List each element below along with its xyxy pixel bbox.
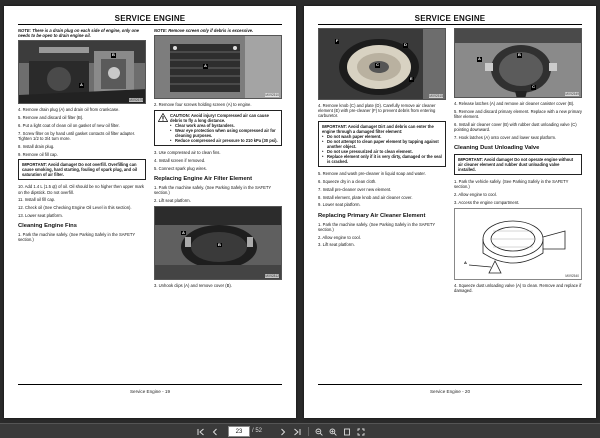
important-item: • Replace element only if it is very dirty, damaged or the seal is cracked. xyxy=(322,154,442,164)
left-column-1 xyxy=(18,28,146,245)
page-footer: Service Engine - 19 xyxy=(129,389,171,394)
diagram-dust-valve xyxy=(454,208,582,280)
section-heading: Cleaning Dust Unloading Valve xyxy=(454,145,540,151)
footer-rule xyxy=(18,384,282,385)
step: 2. Allow engine to cool. xyxy=(454,192,497,197)
first-page-icon xyxy=(197,428,205,436)
step: 10. Add 1.4 L (1.5 qt) of oil. Oil should be no higher then upper mark on the dipstick. Do not overfill. xyxy=(18,184,145,195)
photo-oil-drain xyxy=(18,40,146,104)
page-title: SERVICE ENGINE xyxy=(414,14,486,23)
callout-a: A xyxy=(80,82,83,88)
zoom-in-button[interactable] xyxy=(328,426,338,437)
step: 1. Park the vehicle safely. (See Parking Safely in the SAFETY section.) xyxy=(454,179,569,190)
last-page-button[interactable] xyxy=(292,426,302,437)
important-text: IMPORTANT: Avoid damage! Do not overfill. Overfilling can cause smoking, hard starting, fouling of spark plug, and oil saturation of air filter. xyxy=(22,162,138,178)
caution-item: • Clear work area of bystanders. xyxy=(170,123,278,128)
photo-code: MX92540 xyxy=(565,273,579,278)
callout-a: A xyxy=(464,259,467,265)
step: 7. Screw filter on by hand until gasket contacts oil filter adapter. Tighten 1/2 to 3/4 turn more. xyxy=(18,130,136,141)
page-title: SERVICE ENGINE xyxy=(114,14,186,23)
callout-c: C xyxy=(376,62,379,67)
important-item: • Do not wash paper element. xyxy=(322,134,442,139)
caution-item: • Reduce compressed air pressure to 210 kPa (30 psi). xyxy=(170,138,278,143)
note-drain-plug: NOTE: There is a drain plug on each side of engine, only one needs to be open to drain engine oil. xyxy=(18,28,139,39)
engine-screen-photo xyxy=(155,36,282,99)
step: 2. Remove four screws holding screen (A) to engine. xyxy=(154,102,252,108)
dust-valve-illustration xyxy=(455,209,582,280)
title-rule xyxy=(318,24,582,25)
photo-canister-cover xyxy=(454,28,582,98)
zoom-out-button[interactable] xyxy=(314,426,324,437)
last-page-icon xyxy=(293,428,301,436)
callout-b: B xyxy=(112,52,115,58)
step: 9. Remove oil fill cap. xyxy=(18,151,58,157)
next-page-button[interactable] xyxy=(278,426,288,437)
callout-a: A xyxy=(182,229,185,235)
section-heading: Replacing Engine Air Filter Element xyxy=(154,175,253,182)
step: 13. Lower seat platform. xyxy=(18,212,63,218)
zoom-out-icon xyxy=(315,428,323,436)
important-text: IMPORTANT: Avoid damage! Do not operate engine without air cleaner element and rubber dust unloading valve installed. xyxy=(458,157,574,172)
caution-item: • Wear eye protection when using compressed air for cleaning purposes. xyxy=(170,128,278,138)
fullscreen-button[interactable] xyxy=(356,426,366,437)
step: 1. Park the machine safely. (See Parking Safely in the SAFETY section.) xyxy=(154,184,272,195)
step: 3. Lift seat platform. xyxy=(318,242,355,248)
warning-icon xyxy=(158,113,168,122)
step: 7. Install pre-cleaner over new element. xyxy=(318,186,392,192)
toolbar-separator xyxy=(308,427,309,436)
step: 9. Lower seat platform. xyxy=(318,202,361,208)
engine-drain-photo xyxy=(19,41,146,104)
caution-title: CAUTION: Avoid injury! Compressed air can cause debris to fly a long distance. xyxy=(170,113,269,123)
step: 4. Install screen if removed. xyxy=(154,157,206,163)
step: 7. Hook latches (A) onto cover and lower seat platform. xyxy=(454,134,557,140)
left-column-2 xyxy=(154,28,282,290)
right-column-1 xyxy=(318,28,446,250)
step: 5. Remove and discard oil filter (B). xyxy=(18,115,84,121)
step: 3. Use compressed air to clean fins. xyxy=(154,150,221,155)
photo-code: MX92812 xyxy=(265,273,279,278)
step: 1. Park the machine safely. (See Parking Safely in the SAFETY section.) xyxy=(318,221,436,232)
step: 6. Install air cleaner cover (B) with rubber dust unloading valve (C) pointing downward. xyxy=(454,121,577,132)
step: 5. Remove and discard primary element. Replace with a new primary filter element. xyxy=(454,108,583,119)
important-box xyxy=(18,159,146,180)
fit-page-icon xyxy=(343,428,351,436)
callout-c: C xyxy=(532,84,535,89)
callout-b: B xyxy=(518,52,521,57)
document-page-left xyxy=(4,6,296,418)
prev-page-button[interactable] xyxy=(210,426,220,437)
callout-f: F xyxy=(336,38,339,43)
step: 12. Check oil (See Checking Engine Oil Level in this section). xyxy=(18,205,132,211)
fit-page-button[interactable] xyxy=(342,426,352,437)
step: 8. Install element, plate knob and air cleaner cover. xyxy=(318,194,413,200)
important-text: IMPORTANT: Avoid damage! Dirt and debris can enter the engine through a damaged filter element: xyxy=(322,124,434,135)
document-page-right xyxy=(304,6,596,418)
photo-code: MX92515 xyxy=(429,94,443,98)
photo-air-cleaner xyxy=(318,28,446,100)
caution-box xyxy=(154,110,282,146)
step: 6. Squeeze dry in a clean cloth. xyxy=(318,179,377,184)
important-item: • Do not use pressurized air to clean element. xyxy=(322,149,442,154)
right-column-2 xyxy=(454,28,582,296)
callout-d: D xyxy=(404,42,407,47)
page-total: / 52 xyxy=(252,428,263,434)
section-heading: Replacing Primary Air Cleaner Element xyxy=(318,212,426,219)
canister-photo xyxy=(455,29,582,98)
callout-a: A xyxy=(478,56,481,61)
photo-engine-screen xyxy=(154,35,282,99)
zoom-in-icon xyxy=(329,428,337,436)
step: 5. Remove and wash pre-cleaner in liquid soap and water. xyxy=(318,171,426,177)
first-page-button[interactable] xyxy=(196,426,206,437)
title-rule xyxy=(18,24,282,25)
step: 1. Park the machine safely. (See Parking Safely in the SAFETY section.) xyxy=(18,232,136,243)
step: 4. Remove drain plug (A) and drain oil from crankcase. xyxy=(18,107,120,113)
step: 4. Remove knob (C) and plate (D). Carefully remove air cleaner element (E) with pre-cleaner (F) to prevent debris from entering carburetor. xyxy=(318,103,436,119)
fullscreen-icon xyxy=(357,428,365,436)
note-screen: NOTE: Remove screen only if debris is excessive. xyxy=(154,28,254,33)
chevron-left-icon xyxy=(211,428,219,436)
step: 2. Allow engine to cool. xyxy=(318,234,361,240)
step: 4. Release latches (A) and remove air cleaner canister cover (B). xyxy=(454,101,575,106)
page-number-input[interactable]: 23 xyxy=(228,426,250,437)
step: 3. Access the engine compartment. xyxy=(454,199,520,205)
photo-air-filter-cover xyxy=(154,206,282,280)
callout-e: E xyxy=(410,76,413,81)
step: 8. Install drain plug. xyxy=(18,143,55,149)
chevron-right-icon xyxy=(279,428,287,436)
callout-a: A xyxy=(204,63,207,69)
step: 3. Unhook clips (A) and remove cover (B). xyxy=(154,282,232,288)
important-box xyxy=(454,154,582,175)
important-item: • Do not attempt to clean paper element by tapping against another object. xyxy=(322,139,442,149)
footer-rule xyxy=(318,384,582,385)
important-box xyxy=(318,121,446,167)
step: 2. Lift seat platform. xyxy=(154,197,191,203)
page-footer: Service Engine - 20 xyxy=(429,389,471,394)
pdf-toolbar xyxy=(0,423,600,438)
step: 6. Put a light coat of clean oil on gasket of new oil filter. xyxy=(18,123,120,128)
section-heading: Cleaning Engine Fins xyxy=(18,223,77,230)
photo-code: MX92549 xyxy=(565,92,579,96)
photo-code: MX92510 xyxy=(265,93,279,98)
photo-code: MX92679 xyxy=(129,98,143,103)
callout-b: B xyxy=(218,241,221,247)
step: 5. Connect spark plug wires. xyxy=(154,165,207,171)
step: 4. Squeeze dust unloading valve (A) to clean. Remove and replace if damaged. xyxy=(454,282,582,293)
step: 11. Install oil fill cap. xyxy=(18,197,56,203)
